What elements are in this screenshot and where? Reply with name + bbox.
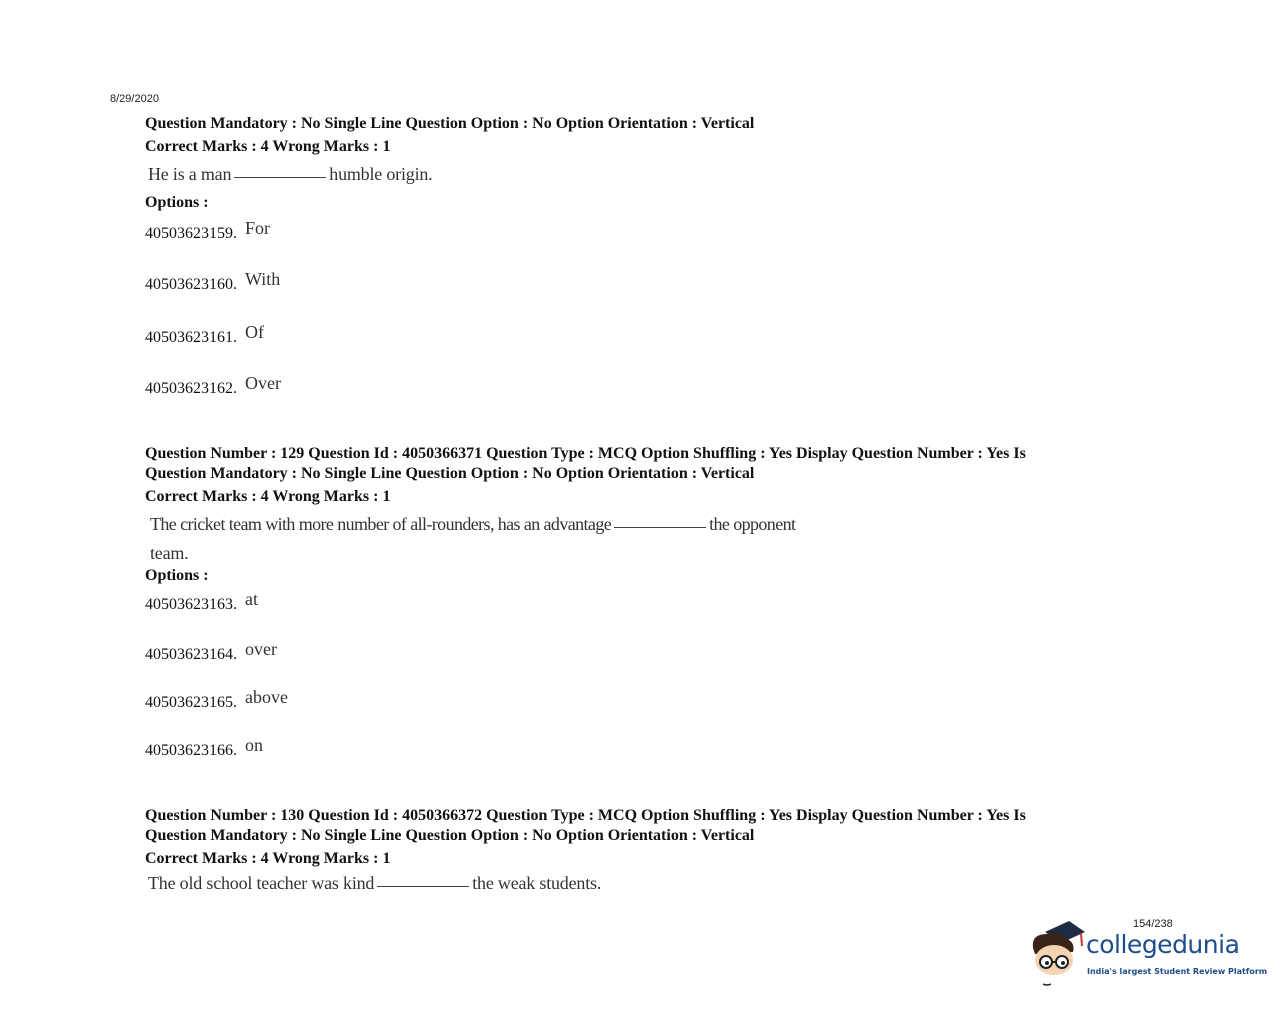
- meta-line: Question Mandatory : No Single Line Question Option : No Option Orientation : Vertical: [145, 827, 755, 844]
- stem-text-after: humble origin.: [329, 164, 433, 184]
- option-text: over: [245, 639, 277, 659]
- stem-text-before: He is a man: [148, 164, 232, 184]
- option-item: [145, 322, 264, 347]
- meta-line: Question Mandatory : No Single Line Question Option : No Option Orientation : Vertical: [145, 115, 755, 132]
- option-text: With: [245, 269, 281, 289]
- answer-blank: [234, 176, 326, 178]
- options-label: Options :: [145, 567, 209, 584]
- meta-line: Question Mandatory : No Single Line Question Option : No Option Orientation : Vertical: [145, 465, 755, 482]
- option-id: 40503623159.: [145, 225, 237, 242]
- meta-line: Correct Marks : 4 Wrong Marks : 1: [145, 850, 391, 867]
- question-meta: [145, 114, 754, 157]
- options-label: Options :: [145, 194, 209, 211]
- page-number: 154/238: [1133, 918, 1173, 930]
- option-text: For: [245, 218, 271, 238]
- option-id: 40503623161.: [145, 329, 237, 346]
- option-item: [145, 589, 258, 614]
- option-id: 40503623164.: [145, 646, 237, 663]
- brand-tagline: India's largest Student Review Platform: [1087, 967, 1268, 976]
- stem-text-after: the weak students.: [472, 873, 602, 893]
- option-id: 40503623163.: [145, 596, 237, 613]
- print-date: 8/29/2020: [110, 93, 159, 105]
- option-text: Over: [245, 373, 281, 393]
- option-id: 40503623160.: [145, 276, 237, 293]
- option-id: 40503623166.: [145, 742, 237, 759]
- answer-blank: [614, 526, 706, 528]
- question-stem: [148, 873, 601, 894]
- question-stem: [150, 514, 795, 535]
- answer-blank: [377, 885, 469, 887]
- question-meta: [145, 806, 1026, 869]
- meta-line: Question Number : 130 Question Id : 4050366372 Question Type : MCQ Option Shuffling : Yes Display Question Number : Yes Is: [145, 807, 1026, 824]
- option-text: Of: [245, 322, 264, 342]
- meta-line: Correct Marks : 4 Wrong Marks : 1: [145, 138, 391, 155]
- meta-line: Correct Marks : 4 Wrong Marks : 1: [145, 488, 391, 505]
- option-id: 40503623165.: [145, 694, 237, 711]
- option-text: on: [245, 735, 263, 755]
- meta-line: Question Number : 129 Question Id : 4050366371 Question Type : MCQ Option Shuffling : Yes Display Question Number : Yes Is: [145, 445, 1026, 462]
- stem-text-before: The old school teacher was kind: [148, 873, 375, 893]
- option-item: [145, 687, 288, 712]
- stem-text-before: The cricket team with more number of all-rounders, has an advantage: [150, 514, 612, 534]
- question-stem: [148, 164, 432, 185]
- option-text: above: [245, 687, 288, 707]
- question-stem-line2: team.: [150, 543, 189, 563]
- question-meta: [145, 444, 1026, 507]
- option-item: [145, 735, 263, 760]
- option-item: [145, 373, 281, 398]
- stem-text-after: the opponent: [709, 514, 796, 534]
- option-id: 40503623162.: [145, 380, 237, 397]
- option-text: at: [245, 589, 258, 609]
- brand-name: collegedunia: [1086, 930, 1240, 959]
- option-item: [145, 218, 271, 243]
- option-item: [145, 639, 277, 664]
- option-item: [145, 269, 281, 294]
